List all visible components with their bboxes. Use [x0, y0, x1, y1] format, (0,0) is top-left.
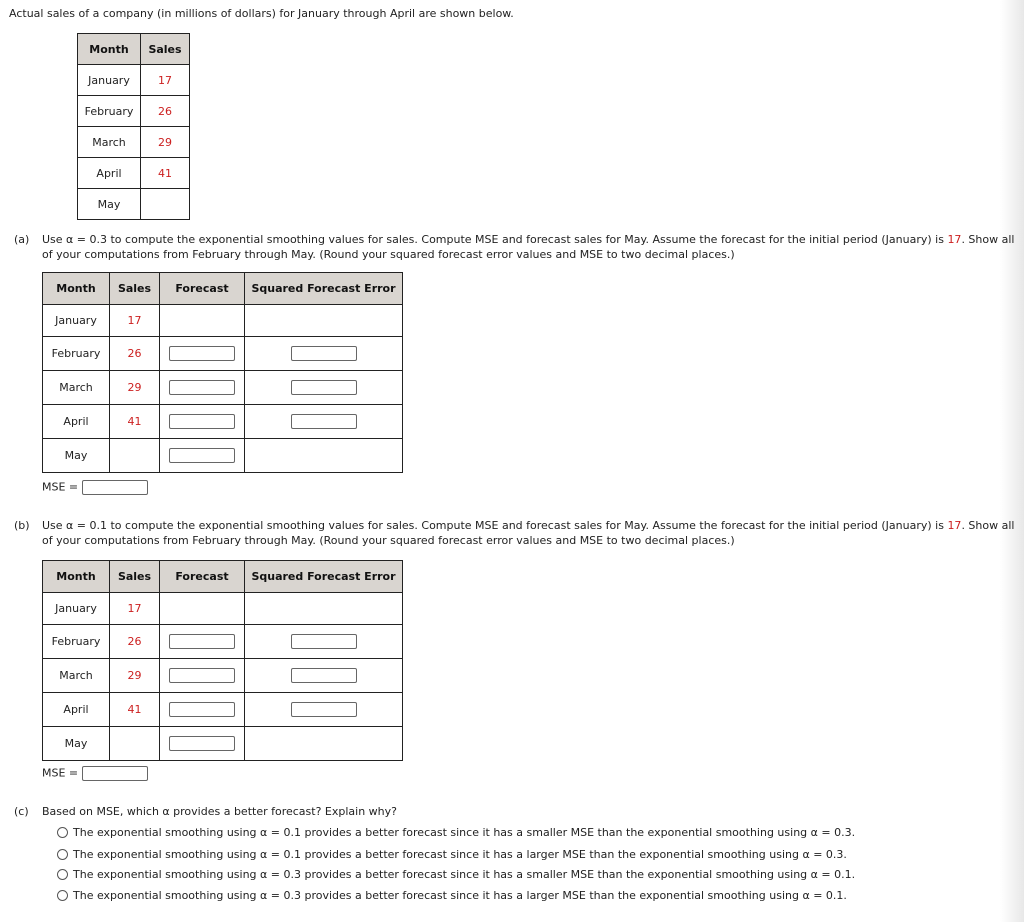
month-cell: January	[43, 305, 110, 337]
forecast-cell	[160, 659, 245, 693]
forecast-input[interactable]	[169, 448, 235, 463]
part-a-initial-forecast: 17	[947, 233, 962, 246]
alpha-03-table	[42, 272, 403, 473]
table-row	[78, 158, 190, 189]
month-cell: March	[43, 371, 110, 405]
forecast-cell	[160, 439, 245, 473]
part-b-text-3: of your computations from February through May. (Round your squared forecast error values and MSE to two decimal places.)	[42, 534, 735, 547]
part-b-label: (b)	[14, 519, 30, 532]
squared-error-input[interactable]	[291, 668, 357, 683]
month-cell: May	[43, 439, 110, 473]
sales-cell	[110, 439, 160, 473]
mse-label: MSE =	[42, 480, 79, 494]
part-a-text-2: . Show all	[961, 233, 1015, 246]
month-cell: March	[43, 659, 110, 693]
col-header-squared-error: Squared Forecast Error	[245, 561, 403, 593]
col-header-forecast: Forecast	[160, 561, 245, 593]
month-cell: March	[78, 127, 141, 158]
col-header-sales: Sales	[141, 34, 190, 65]
table-row	[78, 65, 190, 96]
sales-table	[77, 33, 190, 220]
table-row	[43, 693, 403, 727]
squared-error-cell	[245, 337, 403, 371]
squared-error-cell	[245, 625, 403, 659]
sales-cell: 41	[141, 158, 190, 189]
radio-button[interactable]	[57, 890, 68, 901]
table-row	[43, 727, 403, 761]
month-cell: January	[43, 593, 110, 625]
squared-error-cell	[245, 371, 403, 405]
col-header-sales: Sales	[110, 273, 160, 305]
mse-row-a	[42, 480, 148, 495]
col-header-month: Month	[43, 561, 110, 593]
mse-input[interactable]	[82, 766, 148, 781]
sales-cell: 29	[141, 127, 190, 158]
alpha-01-table	[42, 560, 403, 761]
forecast-cell	[160, 305, 245, 337]
month-cell: April	[43, 405, 110, 439]
squared-error-input[interactable]	[291, 414, 357, 429]
sales-cell: 17	[110, 593, 160, 625]
answer-option[interactable]	[57, 889, 847, 903]
sales-cell: 26	[141, 96, 190, 127]
sales-cell: 26	[110, 625, 160, 659]
squared-error-input[interactable]	[291, 346, 357, 361]
forecast-cell	[160, 593, 245, 625]
col-header-sales: Sales	[110, 561, 160, 593]
answer-option[interactable]	[57, 848, 847, 862]
radio-button[interactable]	[57, 827, 68, 838]
table-row	[43, 371, 403, 405]
table-row	[43, 405, 403, 439]
answer-option[interactable]	[57, 826, 855, 840]
forecast-cell	[160, 371, 245, 405]
forecast-cell	[160, 727, 245, 761]
forecast-input[interactable]	[169, 736, 235, 751]
part-b-text-1: Use α = 0.1 to compute the exponential smoothing values for sales. Compute MSE and forecast sales for May. Assume the forecast for the initial period (January) is	[42, 519, 948, 532]
part-a-label: (a)	[14, 233, 30, 246]
squared-error-cell	[245, 593, 403, 625]
table-row	[43, 337, 403, 371]
month-cell: February	[78, 96, 141, 127]
table-row	[78, 96, 190, 127]
part-b-text-2: . Show all	[961, 519, 1015, 532]
radio-button[interactable]	[57, 849, 68, 860]
option-label: The exponential smoothing using α = 0.3 provides a better forecast since it has a larger MSE than the exponential smoothing using α = 0.1.	[73, 889, 847, 902]
sales-cell: 17	[110, 305, 160, 337]
forecast-input[interactable]	[169, 346, 235, 361]
month-cell: February	[43, 625, 110, 659]
part-a-question	[42, 232, 1017, 262]
month-cell: January	[78, 65, 141, 96]
month-cell: April	[78, 158, 141, 189]
mse-label: MSE =	[42, 766, 79, 780]
table-row	[43, 659, 403, 693]
squared-error-input[interactable]	[291, 702, 357, 717]
col-header-month: Month	[43, 273, 110, 305]
sales-cell: 29	[110, 659, 160, 693]
part-a-text-1: Use α = 0.3 to compute the exponential smoothing values for sales. Compute MSE and forecast sales for May. Assume the forecast for the initial period (January) is	[42, 233, 948, 246]
col-header-forecast: Forecast	[160, 273, 245, 305]
part-c-label: (c)	[14, 805, 29, 818]
mse-input[interactable]	[82, 480, 148, 495]
sales-cell: 41	[110, 405, 160, 439]
squared-error-cell	[245, 727, 403, 761]
option-label: The exponential smoothing using α = 0.3 provides a better forecast since it has a smaller MSE than the exponential smoothing using α = 0.1.	[73, 868, 856, 881]
option-label: The exponential smoothing using α = 0.1 provides a better forecast since it has a smaller MSE than the exponential smoothing using α = 0.3.	[73, 826, 856, 839]
part-b-initial-forecast: 17	[947, 519, 962, 532]
part-c-question: Based on MSE, which α provides a better forecast? Explain why?	[42, 805, 398, 818]
col-header-month: Month	[78, 34, 141, 65]
part-b-question	[42, 518, 1017, 548]
table-row	[78, 189, 190, 220]
squared-error-cell	[245, 405, 403, 439]
mse-row-b	[42, 766, 148, 781]
squared-error-cell	[245, 439, 403, 473]
intro-text: Actual sales of a company (in millions of dollars) for January through April are shown below.	[9, 7, 514, 20]
forecast-input[interactable]	[169, 380, 235, 395]
squared-error-input[interactable]	[291, 380, 357, 395]
table-row	[43, 593, 403, 625]
forecast-cell	[160, 693, 245, 727]
sales-cell: 29	[110, 371, 160, 405]
forecast-input[interactable]	[169, 702, 235, 717]
sales-cell: 17	[141, 65, 190, 96]
month-cell: February	[43, 337, 110, 371]
sales-cell: 26	[110, 337, 160, 371]
page-edge-shadow	[1000, 0, 1024, 922]
radio-button[interactable]	[57, 869, 68, 880]
month-cell: May	[43, 727, 110, 761]
forecast-cell	[160, 337, 245, 371]
forecast-input[interactable]	[169, 634, 235, 649]
squared-error-cell	[245, 659, 403, 693]
month-cell: May	[78, 189, 141, 220]
table-row	[43, 305, 403, 337]
col-header-squared-error: Squared Forecast Error	[245, 273, 403, 305]
option-label: The exponential smoothing using α = 0.1 provides a better forecast since it has a larger MSE than the exponential smoothing using α = 0.3.	[73, 848, 847, 861]
answer-option[interactable]	[57, 868, 855, 882]
sales-cell	[110, 727, 160, 761]
sales-cell	[141, 189, 190, 220]
table-row	[43, 625, 403, 659]
squared-error-cell	[245, 305, 403, 337]
forecast-input[interactable]	[169, 414, 235, 429]
table-row	[43, 439, 403, 473]
part-a-text-3: of your computations from February through May. (Round your squared forecast error values and MSE to two decimal places.)	[42, 248, 735, 261]
forecast-input[interactable]	[169, 668, 235, 683]
table-row	[78, 127, 190, 158]
forecast-cell	[160, 625, 245, 659]
month-cell: April	[43, 693, 110, 727]
sales-cell: 41	[110, 693, 160, 727]
squared-error-cell	[245, 693, 403, 727]
forecast-cell	[160, 405, 245, 439]
squared-error-input[interactable]	[291, 634, 357, 649]
